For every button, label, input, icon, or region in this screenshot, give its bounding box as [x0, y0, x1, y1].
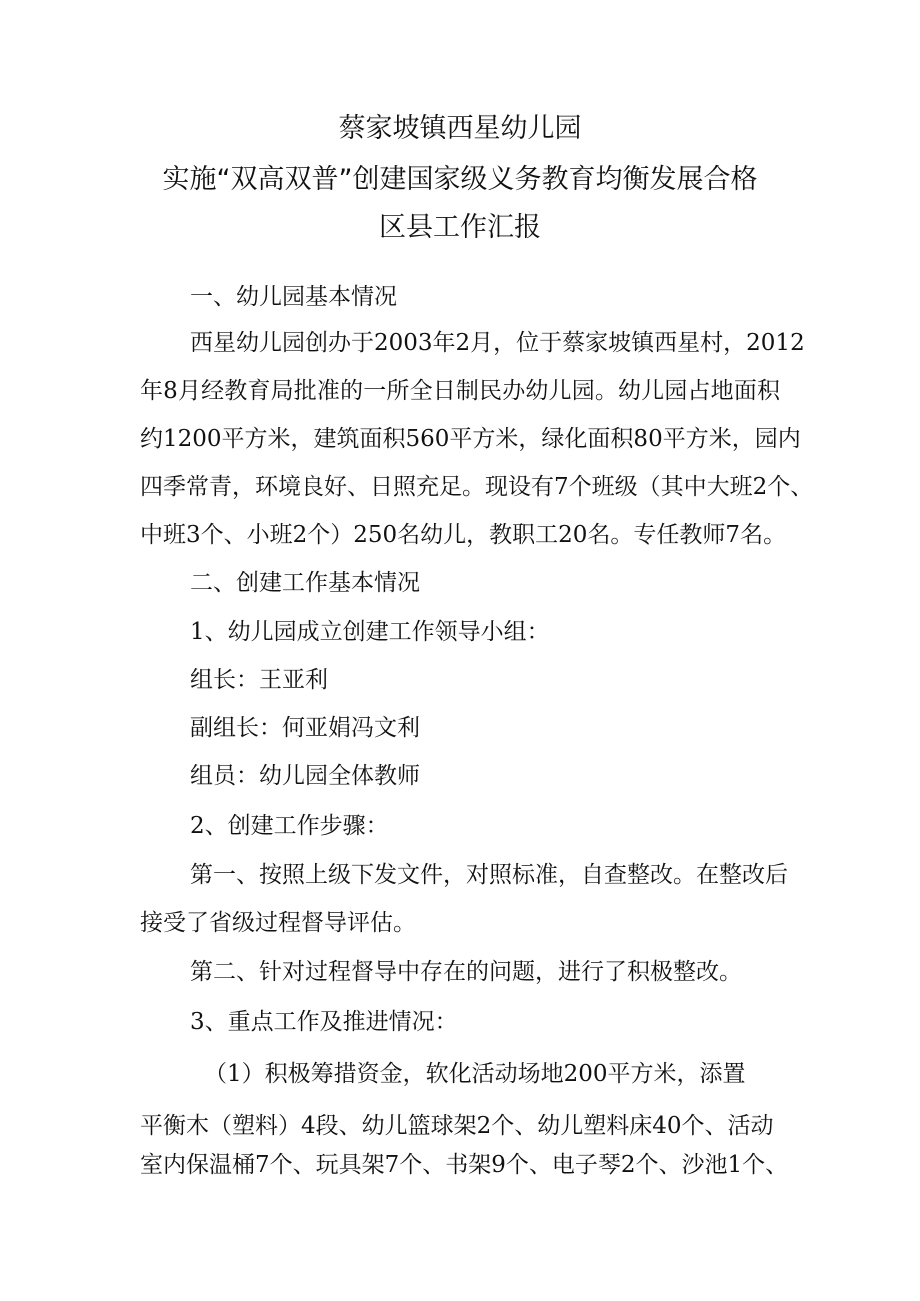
- title-line-2: 实施“双高双普”创建国家级义务教育均衡发展合格: [162, 164, 758, 195]
- paragraph-1-line-2: 年8月经教育局批准的一所全日制民办幼儿园。幼儿园占地面积: [140, 378, 780, 404]
- title-line-3: 区县工作汇报: [379, 212, 541, 243]
- section-heading-1: 一、幼儿园基本情况: [190, 284, 397, 310]
- list-item-2: 2、创建工作步骤：: [190, 813, 389, 839]
- list-item-1: 1、幼儿园成立创建工作领导小组：: [190, 619, 550, 645]
- section-heading-2: 二、创建工作基本情况: [190, 570, 420, 596]
- paragraph-1-line-4: 四季常青，环境良好、日照充足。现设有7个班级（其中大班2个、: [140, 474, 814, 500]
- deputy-leader-line: 副组长：何亚娟冯文利: [190, 715, 420, 741]
- list-item-3: 3、重点工作及推进情况：: [190, 1009, 458, 1035]
- paragraph-1-line-3: 约1200平方米，建筑面积560平方米，绿化面积80平方米，园内: [140, 426, 801, 452]
- paragraph-1-line-1: 西星幼儿园创办于2003年2月，位于蔡家坡镇西星村，2012: [190, 330, 805, 356]
- point-1-line-3: 室内保温桶7个、玩具架7个、书架9个、电子琴2个、沙池1个、: [140, 1152, 789, 1178]
- leader-line: 组长：王亚利: [190, 667, 328, 693]
- point-1-line-2: 平衡木（塑料）4段、幼儿篮球架2个、幼儿塑料床40个、活动: [140, 1113, 774, 1139]
- step-2-line: 第二、针对过程督导中存在的问题，进行了积极整改。: [190, 959, 742, 985]
- step-1-line-1: 第一、按照上级下发文件，对照标准，自查整改。在整改后: [190, 862, 788, 888]
- paragraph-1-line-5: 中班3个、小班2个）250名幼儿，教职工20名。专任教师7名。: [140, 522, 787, 548]
- step-1-line-2: 接受了省级过程督导评估。: [140, 910, 416, 936]
- members-line: 组员：幼儿园全体教师: [190, 763, 420, 789]
- point-1-line-1: （1）积极筹措资金，软化活动场地200平方米，添置: [204, 1061, 746, 1087]
- title-line-1: 蔡家坡镇西星幼儿园: [338, 113, 582, 144]
